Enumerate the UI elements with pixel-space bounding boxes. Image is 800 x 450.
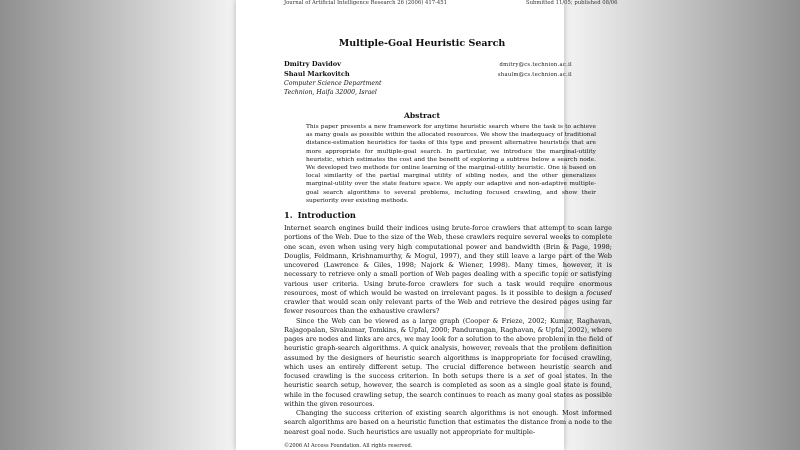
author-name: Dmitry Davidov xyxy=(284,60,342,68)
paper-title: Multiple-Goal Heuristic Search xyxy=(338,38,506,49)
section-body xyxy=(284,224,612,437)
paragraph: Since the Web can be viewed as a large graph (Cooper & Frieze, 2002; Kumar, Raghavan, Rajagopalan, Sivakumar, Tomkins, & Upfal, 2000; Pandurangan, Raghavan, & Upfal, 2002), where pages are nodes and links are arcs, we may look for a solution to the above problem in the field of heuristic graph-search algorithms. A quick analysis, however, reveals that the problem definition assumed by the designers of heuristic search algorithms is inappropriate for focused crawling, which uses an entirely different setup. The crucial difference between heuristic search and focused crawling is the success criterion. In both setups there is a set of goal states. In the heuristic search setup, however, the search is completed as soon as a single goal state is found, while in the focused crawling setup, the search continues to reach as many goal states as possible within the given resources. xyxy=(284,316,612,408)
submission-dates: Submitted 11/05; published 08/06 xyxy=(526,0,618,6)
paragraph: Internet search engines build their indices using brute-force crawlers that attempt to scan large portions of the Web. Due to the size of the Web, these crawlers require several weeks to complete one scan, even when using very high computational power and bandwidth (Brin & Page, 1998; Douglis, Feldmann, Krishnamurthy, & Mogul, 1997), and they still leave a large part of the Web uncovered (Lawrence & Giles, 1998; Najork & Wiener, 1998). Many times, however, it is necessary to retrieve only a small portion of Web pages dealing with a specific topic or satisfying various user criteria. Using brute-force crawlers for such a task would require enormous resources, most of which would be wasted on irrelevant pages. Is it possible to design a focused crawler that would scan only relevant parts of the Web and retrieve the desired pages using far fewer resources than the exhaustive crawlers? xyxy=(284,224,612,316)
section-title: Introduction xyxy=(297,210,356,220)
abstract-text: This paper presents a new framework for anytime heuristic search where the task is to achieve as many goals as possible within the allocated resources. We show the inadequacy of traditional distance-estimation heuristics for tasks of this type and present alternative heuristics that are more appropriate for multiple-goal search. In particular, we introduce the marginal-utility heuristic, which estimates the cost and the benefit of exploring a subtree below a search node. We developed two methods for online learning of the marginal-utility heuristic. One is based on local similarity of the partial marginal utility of sibling nodes, and the other generalizes marginal-utility over the state feature space. We apply our adaptive and non-adaptive multiple-goal search algorithms to several problems, including focused crawling, and show their superiority over existing methods. xyxy=(306,124,596,204)
abstract-heading: Abstract xyxy=(403,111,441,120)
author-email: dmitry@cs.technion.ac.il xyxy=(499,62,572,68)
section-heading xyxy=(284,210,356,220)
journal-header: Journal of Artificial Intelligence Research 26 (2006) 417-451 xyxy=(284,0,447,6)
copyright-footer: ©2006 AI Access Foundation. All rights reserved. xyxy=(284,443,413,449)
emphasis: set xyxy=(524,372,535,380)
author-name: Shaul Markovitch xyxy=(284,70,350,78)
section-number: 1. xyxy=(284,210,293,220)
emphasis: focused xyxy=(586,288,612,297)
affiliation-department: Computer Science Department xyxy=(284,80,382,87)
paragraph: Changing the success criterion of existing search algorithms is not enough. Most informed search algorithms are based on a heuristic function that estimates the distance from a node to the nearest goal node. Such heuristics are usually not appropriate for multiple- xyxy=(284,409,612,436)
author-email: shaulm@cs.technion.ac.il xyxy=(497,72,572,78)
paper-page xyxy=(236,0,618,450)
affiliation-address: Technion, Haifa 32000, Israel xyxy=(284,89,377,96)
